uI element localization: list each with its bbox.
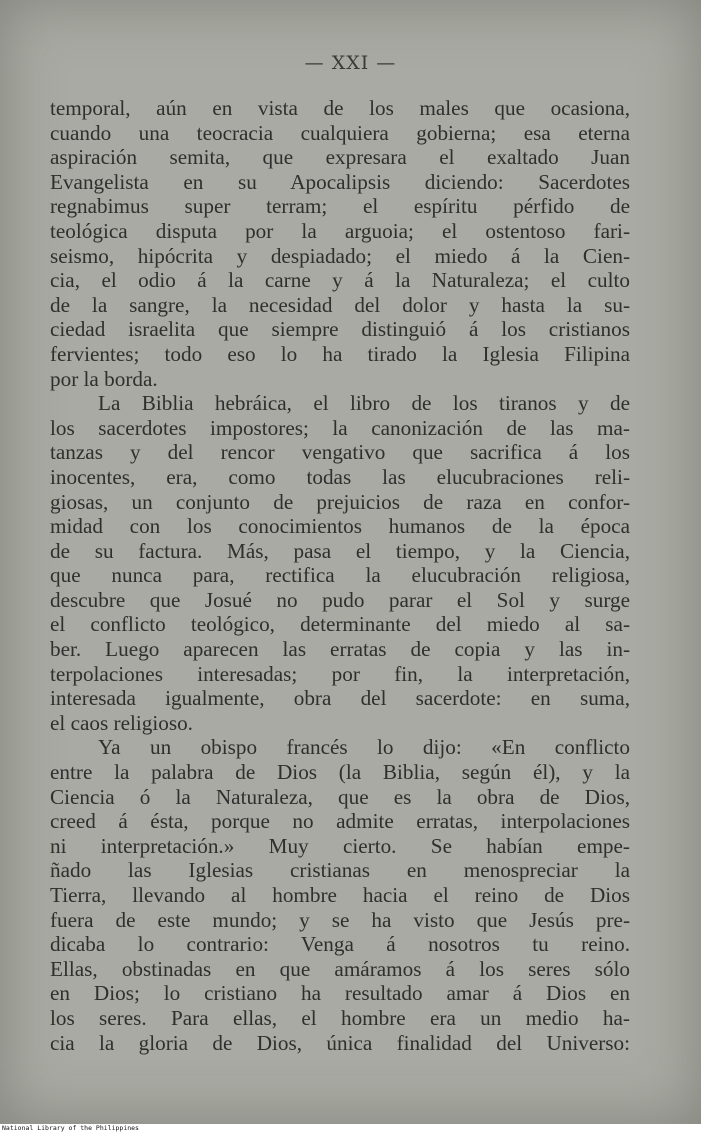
text-line: Tierra, llevando al hombre hacia el reino de Dios xyxy=(50,883,630,907)
text-line: seismo, hipócrita y despiadado; el miedo á la Cien- xyxy=(50,243,630,268)
text-line: ñado las Iglesias cristianas en menospreciar la xyxy=(50,858,630,883)
text-line: en Dios; lo cristiano ha resultado amar á Dios en xyxy=(50,981,630,1006)
text-line: temporal, aún en vista de los males que ocasiona, xyxy=(50,96,630,120)
text-line: cia, el odio á la carne y á la Naturaleza; el culto xyxy=(50,268,630,293)
text-line: el conflicto teológico, determinante del miedo al sa- xyxy=(50,612,630,637)
text-line: interesada igualmente, obra del sacerdote: en suma, xyxy=(50,686,630,711)
text-line: ni interpretación.» Muy cierto. Se habían empe- xyxy=(50,833,630,858)
text-line: tanzas y del rencor vengativo que sacrifica á los xyxy=(50,440,630,465)
text-line: fervientes; todo eso lo ha tirado la Iglesia Filipina xyxy=(50,341,630,366)
text-line: inocentes, era, como todas las elucubraciones reli- xyxy=(50,464,630,489)
text-line: La Biblia hebráica, el libro de los tiranos y de xyxy=(98,391,630,416)
text-line: de la sangre, la necesidad del dolor y hasta la su- xyxy=(50,292,630,317)
text-line: midad con los conocimientos humanos de la época xyxy=(50,514,630,539)
footer-credit: National Library of the Philippines xyxy=(0,1124,701,1133)
text-line: ciedad israelita que siempre distinguió á los cristianos xyxy=(50,317,630,342)
text-line: Evangelista en su Apocalipsis diciendo: Sacerdotes xyxy=(50,169,630,194)
text-line: descubre que Josué no pudo parar el Sol y surge xyxy=(50,587,630,612)
text-line: por la borda. xyxy=(50,366,158,391)
text-line: creed á ésta, porque no admite erratas, interpolaciones xyxy=(50,809,630,834)
text-line: cuando una teocracia cualquiera gobierna; esa eterna xyxy=(50,120,630,145)
text-line: Ciencia ó la Naturaleza, que es la obra de Dios, xyxy=(50,784,630,809)
text-line: fuera de este mundo; y se ha visto que Jesús pre- xyxy=(50,907,630,932)
text-line: ber. Luego aparecen las erratas de copia y las in- xyxy=(50,637,630,662)
text-line: giosas, un conjunto de prejuicios de raza en confor- xyxy=(50,489,630,514)
text-line: regnabimus super terram; el espíritu pérfido de xyxy=(50,194,630,219)
text-line: aspiración semita, que expresara el exaltado Juan xyxy=(50,145,630,170)
text-line: los sacerdotes impostores; la canonización de las ma- xyxy=(50,415,630,440)
text-line: Ya un obispo francés lo dijo: «En conflicto xyxy=(98,735,630,760)
body-text xyxy=(50,96,630,1055)
text-line: teológica disputa por la arguoia; el ostentoso fari- xyxy=(50,218,630,243)
text-line: los seres. Para ellas, el hombre era un medio ha- xyxy=(50,1005,630,1030)
text-line: entre la palabra de Dios (la Biblia, según él), y la xyxy=(50,760,630,785)
text-line: dicaba lo contrario: Venga á nosotros tu reino. xyxy=(50,932,630,957)
text-line: cia la gloria de Dios, única finalidad del Universo: xyxy=(50,1030,630,1055)
page-number-header: — XXI — xyxy=(304,52,397,74)
text-line: de su factura. Más, pasa el tiempo, y la Ciencia, xyxy=(50,538,630,563)
text-line: que nunca para, rectifica la elucubración religiosa, xyxy=(50,563,630,588)
text-line: el caos religioso. xyxy=(50,710,193,735)
text-line: terpolaciones interesadas; por fin, la interpretación, xyxy=(50,661,630,686)
text-line: Ellas, obstinadas en que amáramos á los seres sólo xyxy=(50,956,630,981)
